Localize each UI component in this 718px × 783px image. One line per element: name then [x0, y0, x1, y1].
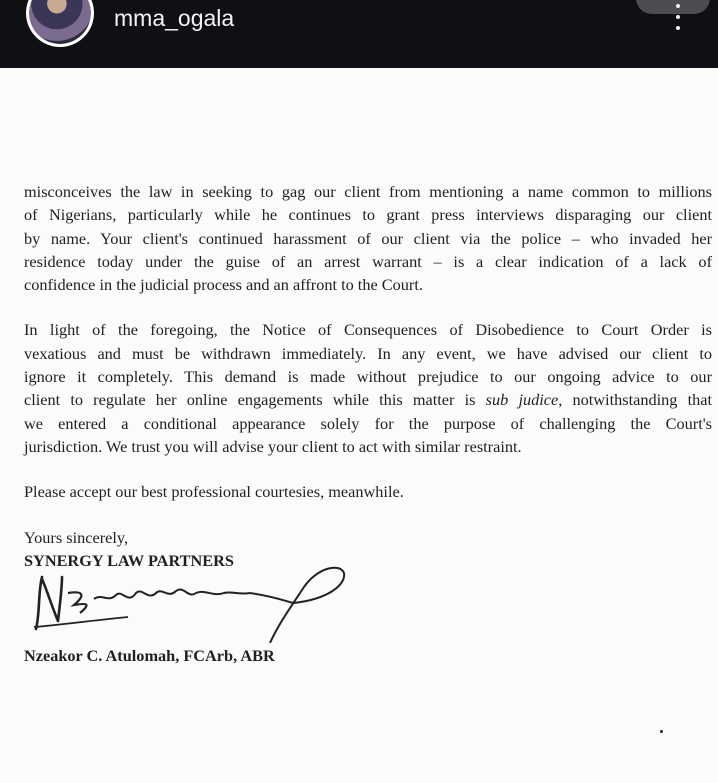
more-vertical-icon-dot	[676, 26, 680, 30]
paragraph-2: In light of the foregoing, the Notice of Consequences of Disobedience to Court Order is vexatious and must be withdrawn immediately. In any event, we have advised our client to ignore it completely. This demand is made without prejudice to our ongoing advice to our client to regulate her online engagements while this matter is sub judice, notwithstanding that we entered a conditional appearance solely for the purpose of challenging the Court's jurisdiction. We trust you will advise your client to act with similar restraint.	[24, 320, 713, 456]
paragraph-2-line-4: client to regulate her online engagements while this matter is sub judice, notwithstanding that	[24, 390, 713, 410]
firm-name: SYNERGY LAW PARTNERS	[24, 550, 234, 570]
more-vertical-icon-dot	[676, 15, 680, 19]
signature-image	[28, 563, 348, 643]
speck	[660, 730, 663, 733]
more-options-button[interactable]	[636, 0, 710, 14]
sub-judice-text: sub judice	[485, 390, 559, 410]
profile-header-bar	[0, 0, 718, 68]
closing-line: Yours sincerely,	[24, 527, 129, 547]
letter-body	[24, 180, 712, 572]
profile-avatar[interactable]	[29, 0, 91, 44]
signatory-name: Nzeakor C. Atulomah, FCArb, ABR	[24, 646, 275, 665]
username[interactable]: mma_ogala	[114, 5, 235, 31]
paragraph-1: misconceives the law in seeking to gag our client from mentioning a name common to millions of Nigerians, particularly while he continues to grant press interviews disparaging our client by name. Your client's continued harassment of our client via the police – who invaded her residence today under the guise of an arrest warrant – is a clear indication of a lack of confidence in the judicial process and an affront to the Court.	[24, 182, 712, 295]
more-vertical-icon[interactable]	[676, 4, 680, 8]
paragraph-3: Please accept our best professional courtesies, meanwhile.	[24, 482, 404, 502]
